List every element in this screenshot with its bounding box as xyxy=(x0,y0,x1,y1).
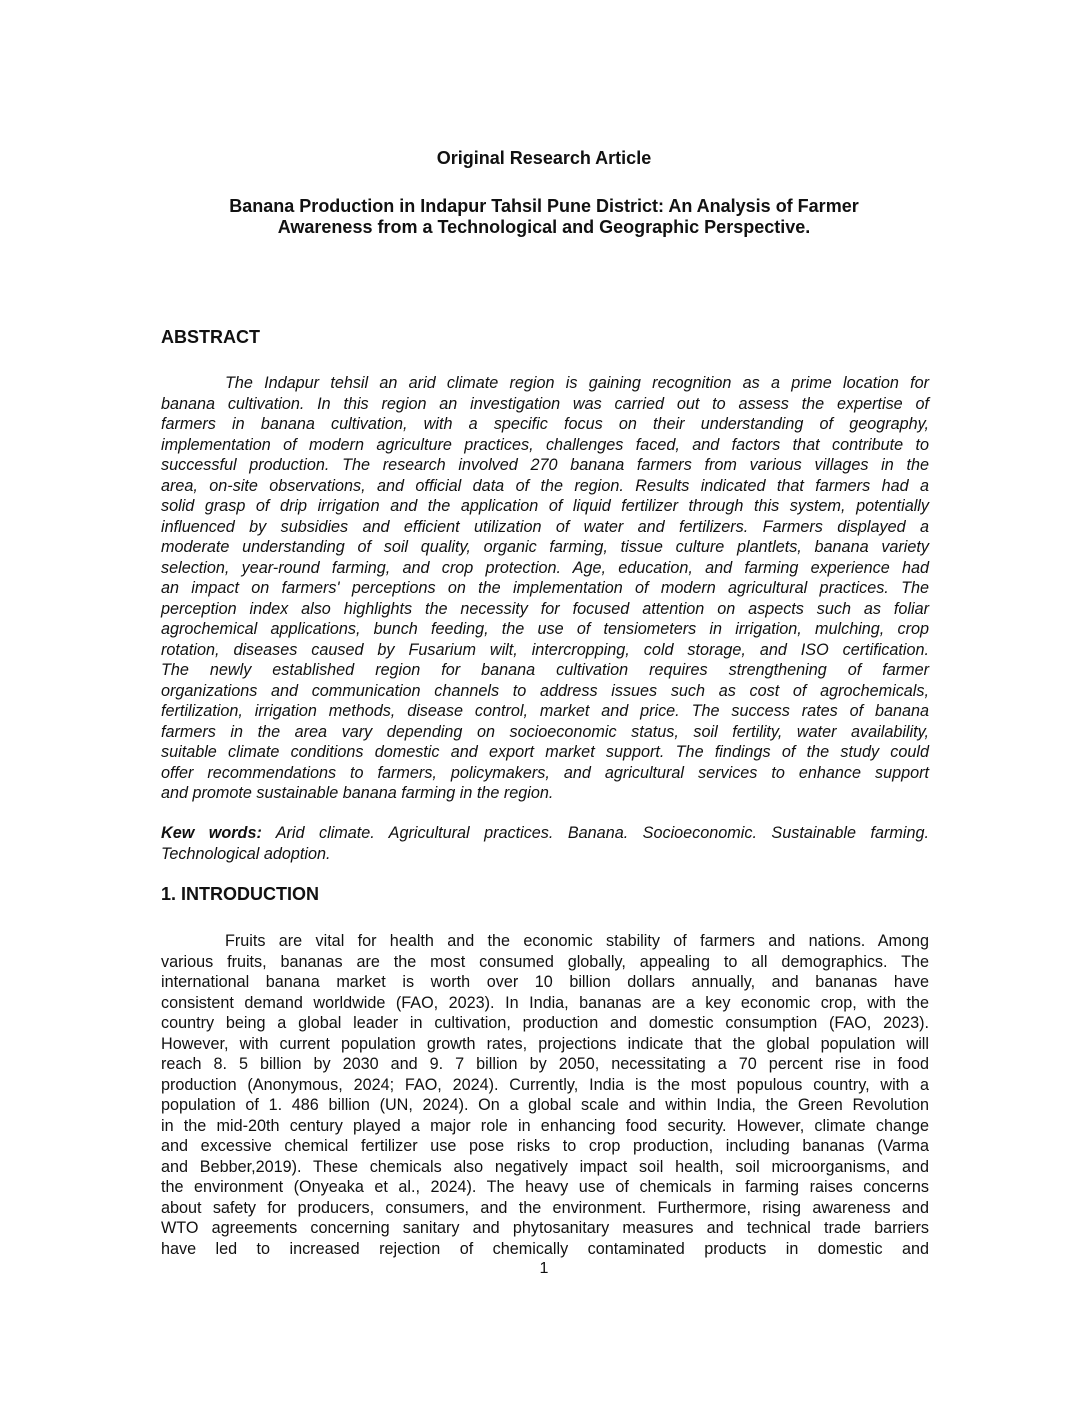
intro-line: population of 1. 486 billion (UN, 2024). On a global scale and within India, the Green Revolution xyxy=(161,1096,929,1114)
intro-line: country being a global leader in cultivation, production and domestic consumption (FAO, 2023). xyxy=(161,1014,929,1032)
abstract-line: organizations and communication channels to address issues such as cost of agrochemicals, xyxy=(161,681,929,700)
intro-line: Fruits are vital for health and the economic stability of farmers and nations. Among xyxy=(225,932,929,950)
keywords-list: Arid climate. Agricultural practices. Banana. Socioeconomic. Sustainable farming. xyxy=(261,824,929,842)
keywords-label: Kew words: xyxy=(161,824,262,842)
page-number: 1 xyxy=(539,1260,549,1277)
abstract-line: successful production. The research involved 270 banana farmers from various villages in the xyxy=(161,456,929,474)
intro-line: reach 8. 5 billion by 2030 and 9. 7 billion by 2050, necessitating a 70 percent rise in food xyxy=(161,1055,929,1073)
article-type-label: Original Research Article xyxy=(436,148,652,168)
intro-line: WTO agreements concerning sanitary and phytosanitary measures and technical trade barriers xyxy=(161,1219,929,1237)
paper-title-line: Banana Production in Indapur Tahsil Pune District: An Analysis of Farmer xyxy=(229,196,859,216)
abstract-line: farmers in the area vary depending on socioeconomic status, soil fertility, water availability, xyxy=(161,722,929,741)
intro-line: production (Anonymous, 2024; FAO, 2024). Currently, India is the most populous country, with a xyxy=(161,1075,929,1094)
abstract-line: implementation of modern agriculture practices, challenges faced, and factors that contribute to xyxy=(161,435,929,454)
paper-title xyxy=(0,196,1088,238)
keywords xyxy=(161,823,929,864)
keywords-line: Technological adoption. xyxy=(161,844,331,863)
abstract-line: an impact on farmers' perceptions on the implementation of modern agricultural practices. The xyxy=(161,579,929,597)
intro-line: and excessive chemical fertilizer use pose risks to crop production, including bananas (Varma xyxy=(161,1137,929,1155)
intro-line: in the mid-20th century played a major role in enhancing food security. However, climate change xyxy=(161,1116,929,1135)
abstract-line: and promote sustainable banana farming in the region. xyxy=(161,784,554,802)
abstract-body xyxy=(161,373,929,804)
keywords-line xyxy=(161,823,929,844)
abstract-line: perception index also highlights the necessity for focused attention on aspects such as foliar xyxy=(161,599,929,618)
abstract-line: The newly established region for banana cultivation requires strengthening of farmer xyxy=(161,661,929,679)
abstract-line: selection, year-round farming, and crop protection. Age, education, and farming experience had xyxy=(161,558,929,577)
intro-line: and Bebber,2019). These chemicals also negatively impact soil health, soil microorganisms, and xyxy=(161,1157,929,1176)
abstract-line: rotation, diseases caused by Fusarium wilt, intercropping, cold storage, and ISO certification. xyxy=(161,640,929,659)
intro-line: have led to increased rejection of chemically contaminated products in domestic and xyxy=(161,1239,929,1258)
abstract-line: The Indapur tehsil an arid climate region is gaining recognition as a prime location for xyxy=(225,374,929,392)
abstract-line: farmers in banana cultivation, with a specific focus on their understanding of geography, xyxy=(161,415,929,433)
abstract-line: area, on-site observations, and official data of the region. Results indicated that farmers had a xyxy=(161,476,929,495)
abstract-heading: ABSTRACT xyxy=(161,327,260,347)
intro-line: the environment (Onyeaka et al., 2024). The heavy use of chemicals in farming raises concerns xyxy=(161,1178,929,1196)
introduction-body xyxy=(161,931,929,1259)
abstract-line: suitable climate conditions domestic and export market support. The findings of the study could xyxy=(161,743,929,761)
intro-line: various fruits, bananas are the most consumed globally, appealing to all demographics. The xyxy=(161,952,929,971)
abstract-line: influenced by subsidies and efficient utilization of water and fertilizers. Farmers displayed a xyxy=(161,517,929,536)
intro-line: consistent demand worldwide (FAO, 2023). In India, bananas are a key economic crop, with the xyxy=(161,993,929,1012)
abstract-line: agrochemical applications, bunch feeding, the use of tensiometers in irrigation, mulching, crop xyxy=(161,620,929,638)
abstract-line: fertilization, irrigation methods, disease control, market and price. The success rates of banana xyxy=(161,702,929,720)
intro-line: However, with current population growth rates, projections indicate that the global population will xyxy=(161,1034,929,1053)
introduction-heading: 1. INTRODUCTION xyxy=(161,884,320,904)
abstract-line: moderate understanding of soil quality, organic farming, tissue culture plantlets, banana variety xyxy=(161,538,929,556)
intro-line: international banana market is worth over 10 billion dollars annually, and bananas have xyxy=(161,973,929,991)
intro-line: about safety for producers, consumers, and the environment. Furthermore, rising awareness and xyxy=(161,1198,929,1217)
paper-title-line: Awareness from a Technological and Geographic Perspective. xyxy=(277,217,811,237)
abstract-line: offer recommendations to farmers, policymakers, and agricultural services to enhance support xyxy=(161,763,929,782)
abstract-line: banana cultivation. In this region an investigation was carried out to assess the expertise of xyxy=(161,394,929,413)
abstract-line: solid grasp of drip irrigation and the application of liquid fertilizer through this system, potentially xyxy=(161,497,929,515)
